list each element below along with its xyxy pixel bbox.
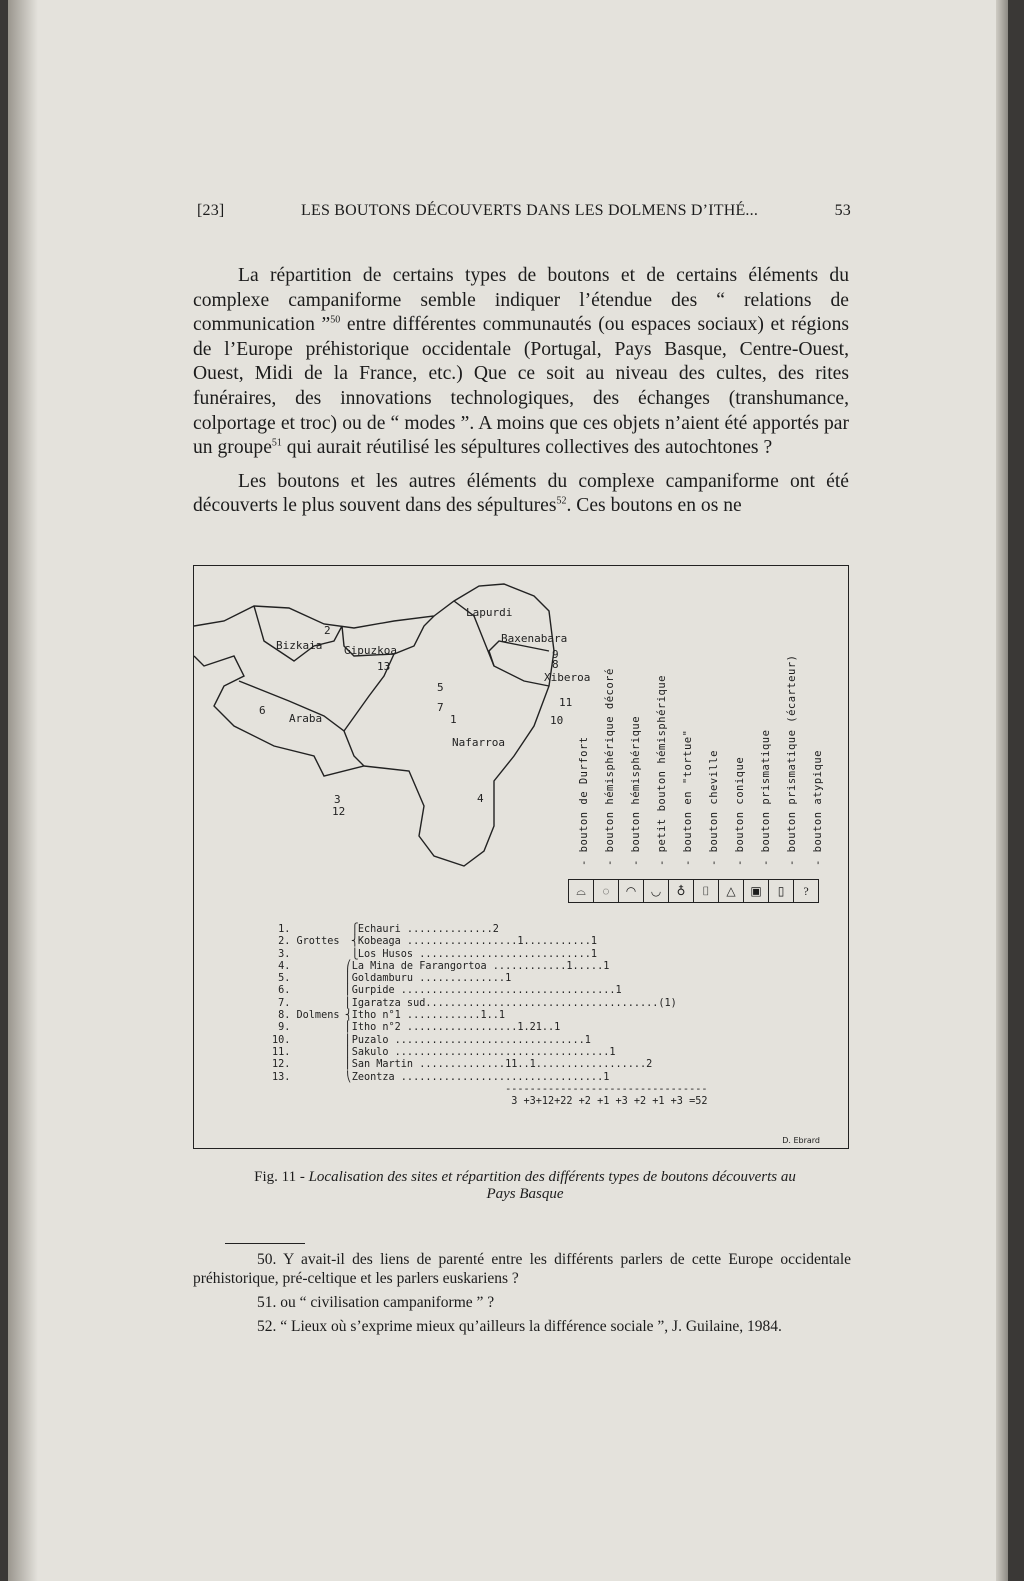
binding-shadow (8, 0, 38, 1581)
site-number: 12 (332, 805, 346, 818)
prismatic-spacer-button-icon: ▯ (769, 880, 794, 902)
footnote: 52. “ Lieux où s’exprime mieux qu’ailleurs la différence sociale ”, J. Guilaine, 1984. (257, 1318, 782, 1335)
column-label: - bouton de Durfort (578, 736, 590, 866)
site-number: 6 (259, 704, 266, 717)
site-number: 9 (552, 648, 559, 661)
basque-country-map (194, 566, 614, 896)
footnote-ref[interactable]: 52 (556, 495, 567, 507)
table-row: 4. ⎛La Mina de Farangortoa ............1.....1 (272, 960, 610, 972)
figure-11 (193, 565, 849, 1149)
map-label-araba: Araba (289, 712, 323, 725)
footnote-ref[interactable]: 51 (271, 437, 282, 449)
table-row: 6. ⎜Gurpide ...................................1 (272, 985, 622, 997)
site-number: 4 (477, 792, 484, 805)
header-title: LES BOUTONS DÉCOUVERTS DANS LES DOLMENS D’ITHÉ... (301, 202, 759, 219)
table-row: 3 +3+12+22 +2 +1 +3 +2 +1 +3 =52 (272, 1096, 708, 1108)
map-label-lapurdi: Lapurdi (466, 606, 513, 619)
column-header (597, 626, 621, 866)
table-row: 11. ⎜Sakulo ...................................1 (272, 1046, 616, 1058)
figure-credit: D. Ebrard (782, 1136, 820, 1145)
body-text (193, 264, 849, 528)
site-number: 1 (450, 713, 457, 726)
site-number: 3 (334, 793, 341, 806)
footnotes (193, 1250, 851, 1341)
column-label: - bouton hémisphérique (630, 715, 642, 866)
map-label-gipuzkoa: Gipuzkoa (344, 644, 397, 657)
site-number: 7 (437, 701, 444, 714)
column-header (753, 626, 777, 866)
map-label-xiberoa: Xiberoa (544, 671, 591, 684)
small-hemispheric-button-icon: ◡ (644, 880, 669, 902)
durfort-button-icon: ⌓ (569, 880, 594, 902)
site-number: 5 (437, 681, 444, 694)
paragraph (193, 264, 849, 461)
column-label: - bouton atypique (812, 750, 824, 866)
column-label: - bouton en "tortue" (682, 729, 694, 866)
text: La répartition de certains types de boutons et de certains éléments du complexe campaniforme semble indiquer l’étendue des “ relations de communication ” (193, 265, 849, 336)
table-row: --------------------------------- (272, 1083, 708, 1095)
tortoise-button-icon: ♁ (669, 880, 694, 902)
text: Les boutons et les autres éléments du complexe campaniforme ont été découverts le plus souvent dans des sépultures (193, 470, 849, 517)
table-row: 7. ⎜Igaratza sud......................................(1) (272, 997, 677, 1009)
map-label-baxenabara: Baxenabara (501, 632, 568, 645)
table-row: 8. Dolmens ⎨Itho n°1 ............1..1 (272, 1010, 506, 1022)
site-number: 2 (324, 624, 331, 637)
column-label: - bouton hémisphérique décoré (604, 668, 616, 866)
button-type-icons (568, 879, 819, 903)
site-number: 8 (552, 658, 559, 671)
column-label: - bouton cheville (708, 750, 720, 866)
column-header (805, 626, 829, 866)
hemispheric-button-icon: ◠ (619, 880, 644, 902)
footnote: 51. ou “ civilisation campaniforme ” ? (257, 1294, 495, 1311)
column-header (675, 626, 699, 866)
table-row: 10. ⎜Puzalo ...............................1 (272, 1034, 591, 1046)
text: qui aurait réutilisé les sépultures collectives des autochtones ? (281, 437, 773, 459)
column-header (571, 626, 595, 866)
text: . Ces boutons en os ne (566, 495, 742, 517)
table-row: 5. ⎜Goldamburu ..............1 (272, 973, 512, 985)
atypical-button-icon: ? (803, 883, 809, 898)
column-label: - bouton conique (734, 756, 746, 866)
conical-button-icon: △ (719, 880, 744, 902)
table-row: 2. Grottes ⎨Kobeaga ..................1...........1 (272, 936, 598, 948)
column-label: - bouton prismatique (écarteur) (786, 654, 798, 866)
table-row: 9. ⎜Itho n°2 ..................1.21..1 (272, 1022, 561, 1034)
paragraph (193, 470, 849, 519)
header-page-number: 53 (834, 202, 851, 219)
caption-label: Fig. 11 - (254, 1169, 309, 1185)
table-row: 3. ⎩Los Husos ............................1 (272, 948, 598, 960)
page-edge (996, 0, 1008, 1581)
peg-button-icon: ⌷ (694, 880, 719, 902)
column-header (701, 626, 725, 866)
table-row: 1. ⎧Echauri ..............2 (272, 924, 499, 935)
column-header (779, 626, 803, 866)
column-label: - bouton prismatique (760, 729, 772, 866)
decorated-hemispheric-button-icon: ◌ (594, 880, 619, 902)
running-header (197, 202, 851, 220)
figure-caption (250, 1169, 800, 1203)
text: entre différentes communautés (ou espaces sociaux) et régions de l’Europe préhistorique occidentale (Portugal, Pays Basque, Centre-Ouest, Ouest, Midi de la France, etc.) Que ce soit au niveau des cultes, des rites funéraires, des innovations technologiques, des échanges (transhumance, colportage et troc) ou de “ modes ”. A moins que ces objets n’aient été apportés par un groupe (193, 314, 849, 459)
table-row: 12. ⎜San Martin ..............11..1..................2 (272, 1059, 653, 1071)
site-number: 13 (377, 660, 391, 673)
table-row: 13. ⎝Zeontza .................................1 (272, 1071, 610, 1083)
header-section-number: [23] (197, 202, 225, 219)
caption-text: Localisation des sites et répartition des différents types de boutons découverts au Pays Basque (308, 1169, 796, 1202)
prismatic-button-icon: ▣ (744, 880, 769, 902)
site-number: 10 (550, 714, 564, 727)
column-label: - petit bouton hémisphérique (656, 674, 668, 866)
column-header (623, 626, 647, 866)
map-label-nafarroa: Nafarroa (452, 736, 505, 749)
site-distribution-table (272, 924, 707, 1108)
footnote: 50. Y avait-il des liens de parenté entre les différents parlers de cette Europe occidentale préhistorique, pré-celtique et les parlers euskariens ? (193, 1251, 851, 1287)
footnote-rule (225, 1243, 305, 1244)
column-header (727, 626, 751, 866)
column-header (649, 626, 673, 866)
map-label-bizkaia: Bizkaia (276, 639, 323, 652)
site-number: 11 (559, 696, 573, 709)
footnote-ref[interactable]: 50 (330, 314, 341, 326)
